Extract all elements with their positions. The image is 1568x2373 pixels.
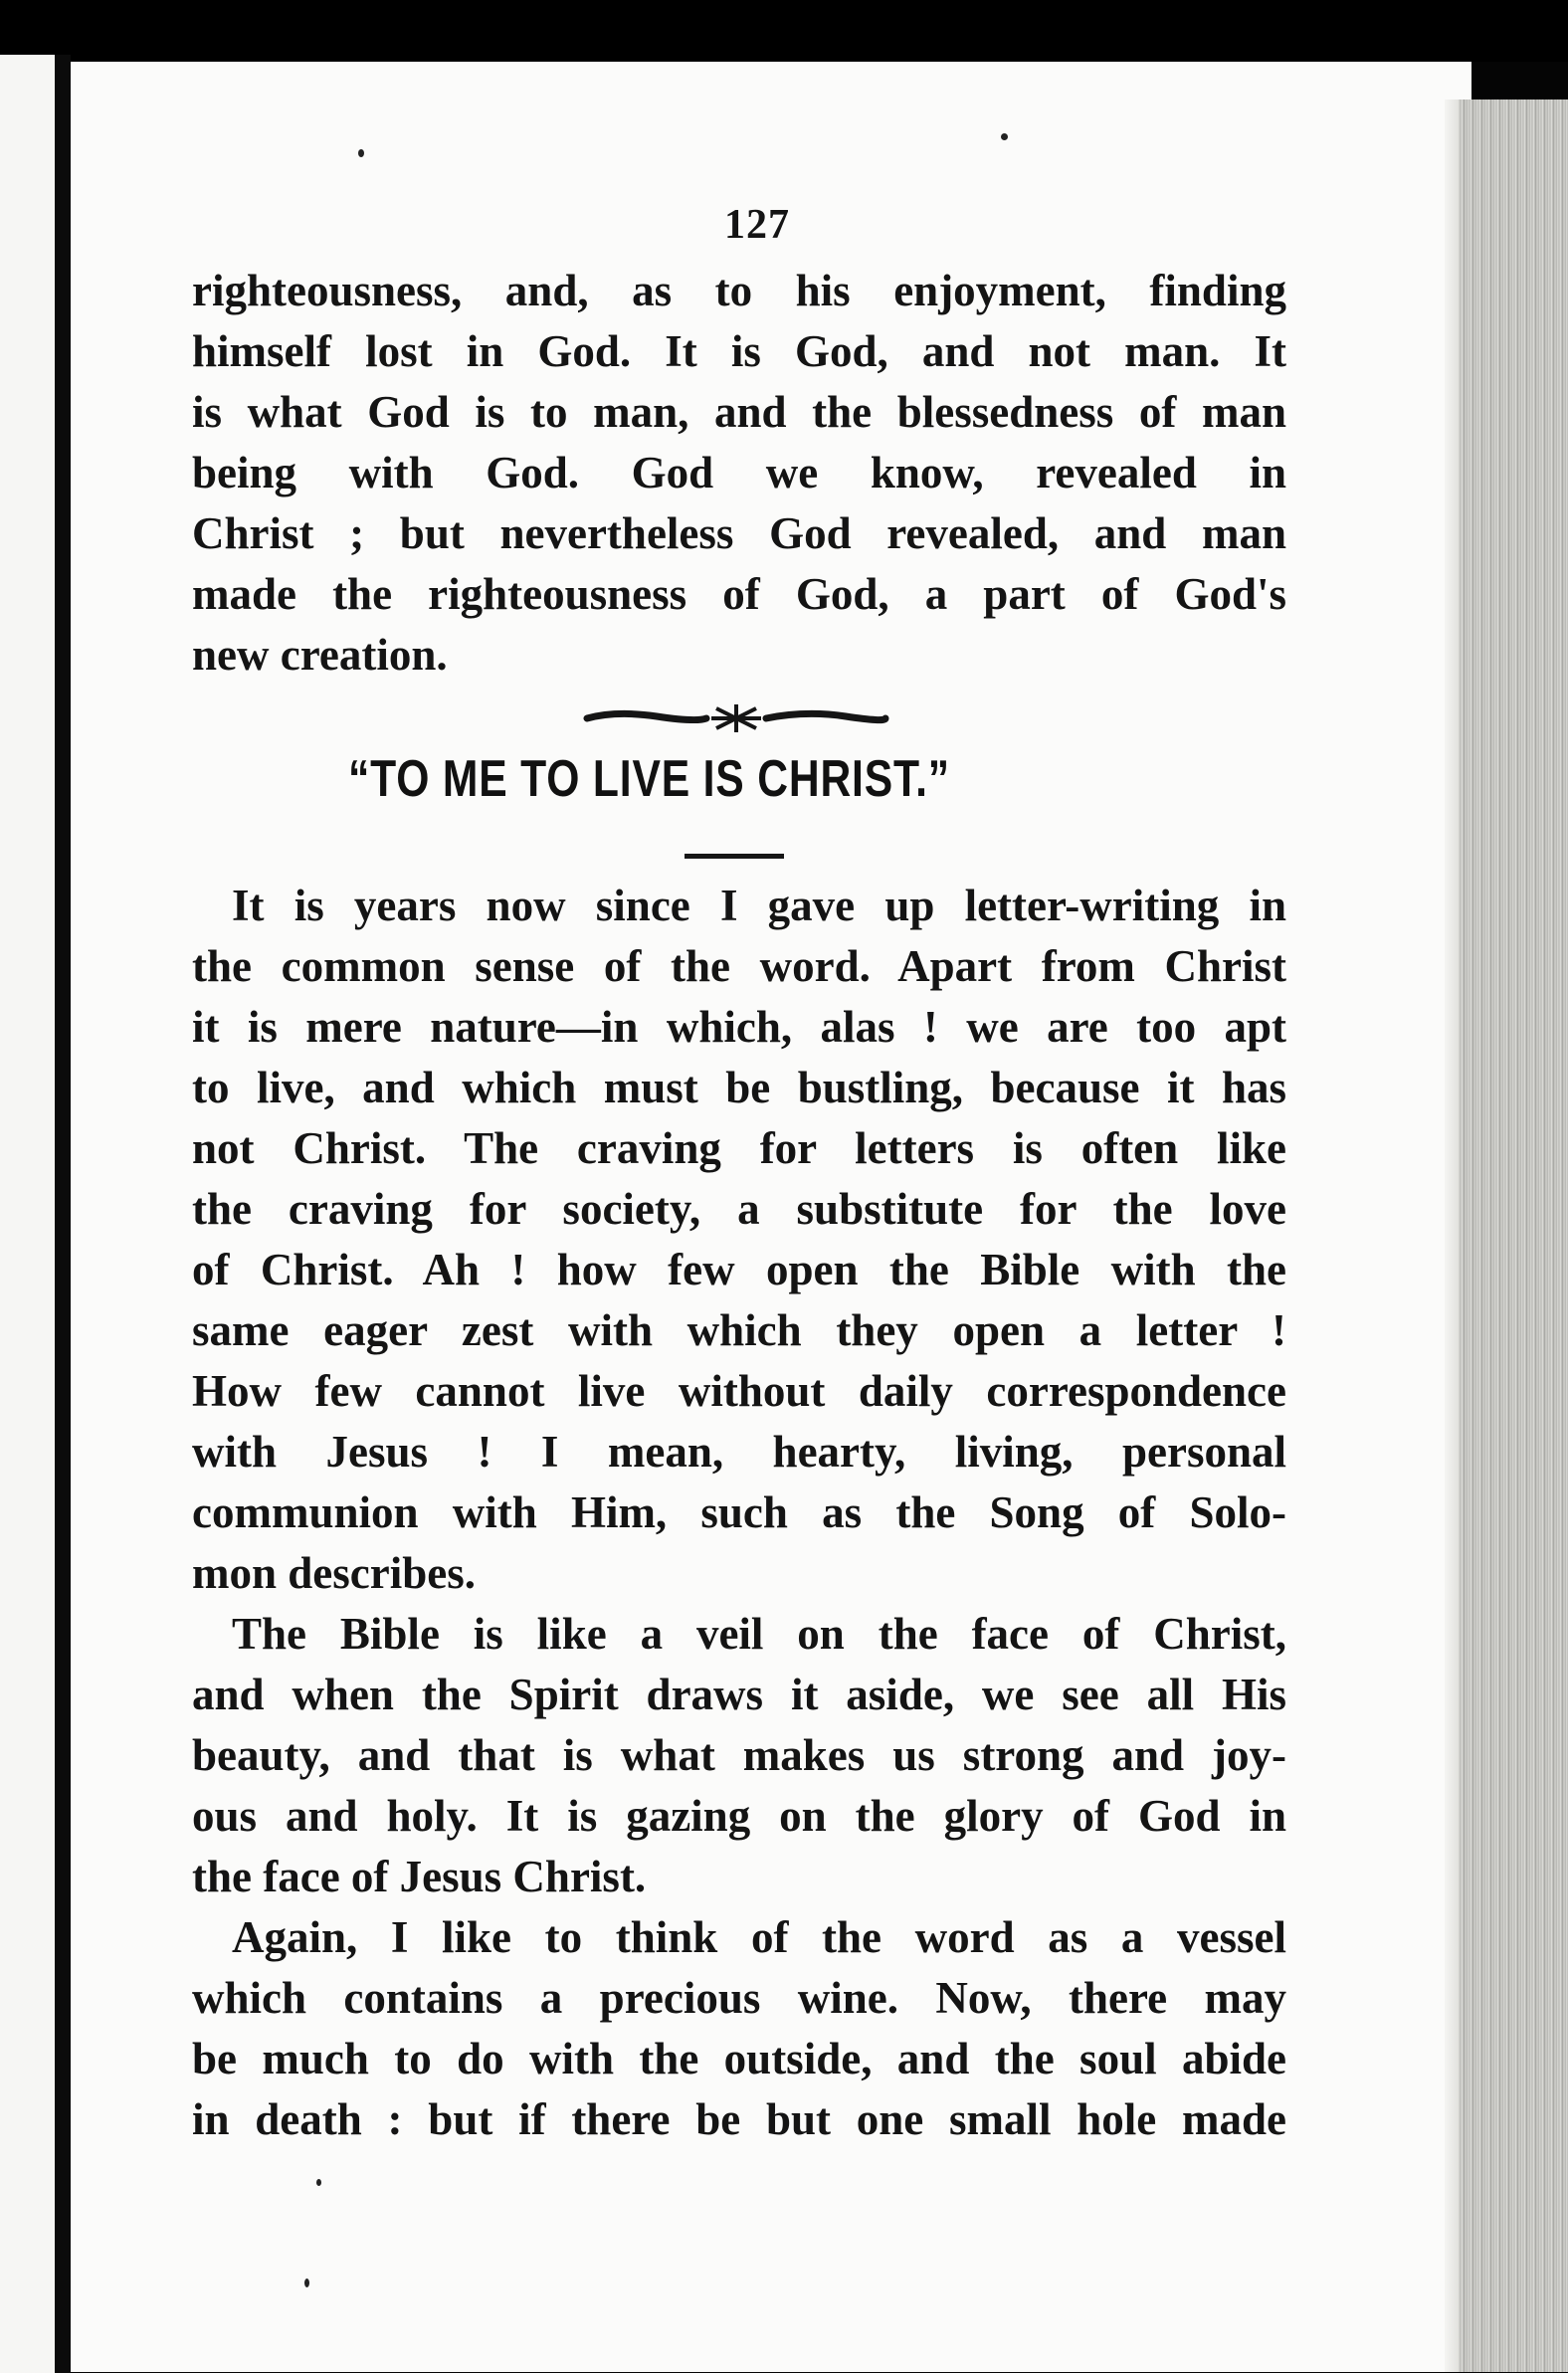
section-title: “TO ME TO LIVE IS CHRIST.” — [348, 750, 950, 808]
text-line: righteousness, and, as to his enjoyment, finding — [192, 266, 1286, 315]
continuation-paragraph — [192, 261, 1286, 686]
text-line: it is mere nature—in which, alas ! we are too apt — [192, 1002, 1286, 1052]
scan-border-top — [0, 0, 1568, 62]
text-line: himself lost in God. It is God, and not man. It — [192, 326, 1286, 376]
text-line: the craving for society, a substitute for the love — [192, 1184, 1286, 1234]
text-line: with Jesus ! I mean, hearty, living, personal — [192, 1427, 1286, 1477]
book-gutter — [55, 55, 71, 2373]
text-line: not Christ. The craving for letters is often like — [192, 1123, 1286, 1173]
stacked-page-edges — [1459, 99, 1568, 2372]
text-line: new creation. — [192, 630, 448, 680]
text-line: which contains a precious wine. Now, there may — [192, 1973, 1286, 2023]
text-line: The Bible is like a veil on the face of Christ, — [232, 1609, 1286, 1659]
text-line: beauty, and that is what makes us strong and joy- — [192, 1730, 1286, 1780]
text-line: How few cannot live without daily correspondence — [192, 1366, 1286, 1416]
page-number: 127 — [724, 202, 790, 248]
text-line: is what God is to man, and the blessedness of man — [192, 387, 1286, 437]
text-line: Again, I like to think of the word as a vessel — [232, 1912, 1286, 1962]
text-line: It is years now since I gave up letter-writing in — [232, 881, 1286, 930]
text-line: the face of Jesus Christ. — [192, 1852, 647, 1901]
text-line: same eager zest with which they open a letter ! — [192, 1305, 1286, 1355]
body-text — [192, 876, 1286, 2150]
scan-speck — [304, 2278, 309, 2287]
scan-speck — [358, 149, 364, 157]
scan-speck — [1001, 133, 1008, 140]
text-line: and when the Spirit draws it aside, we see all His — [192, 1670, 1286, 1719]
text-line: of Christ. Ah ! how few open the Bible with the — [192, 1245, 1286, 1294]
text-line: mon describes. — [192, 1548, 476, 1598]
text-line: ous and holy. It is gazing on the glory of God in — [192, 1791, 1286, 1841]
scan-speck — [316, 2179, 321, 2186]
section-ornament — [577, 696, 895, 736]
text-line: the common sense of the word. Apart from Christ — [192, 941, 1286, 991]
text-line: in death : but if there be but one small hole made — [192, 2094, 1286, 2144]
text-line: to live, and which must be bustling, because it has — [192, 1063, 1286, 1112]
text-line: Christ ; but nevertheless God revealed, and man — [192, 508, 1286, 558]
adjacent-page-edge — [0, 55, 55, 2373]
text-line: being with God. God we know, revealed in — [192, 448, 1286, 497]
text-line: communion with Him, such as the Song of Solo- — [192, 1487, 1286, 1537]
title-rule — [685, 854, 784, 859]
text-line: be much to do with the outside, and the soul abide — [192, 2034, 1286, 2083]
text-line: made the righteousness of God, a part of God's — [192, 569, 1286, 619]
